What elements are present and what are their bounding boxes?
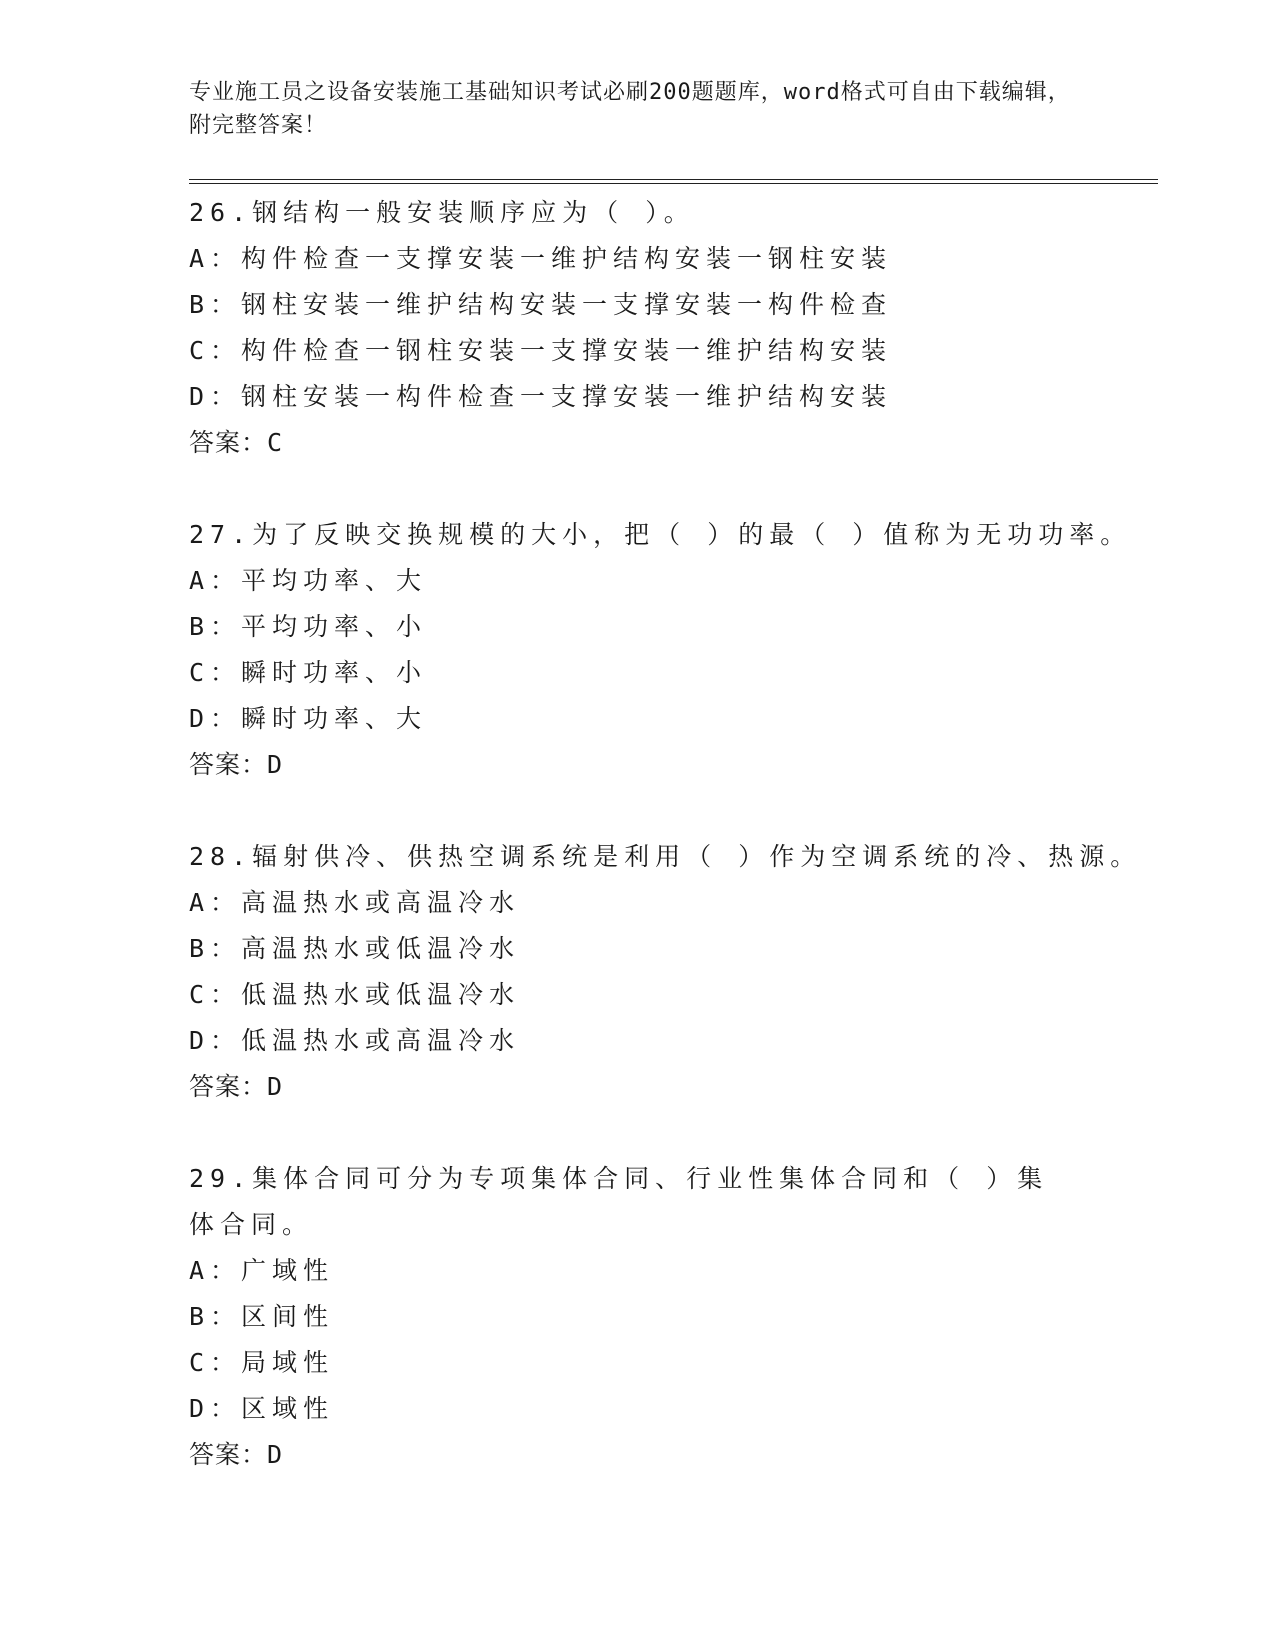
option-c: C：瞬时功率、小 xyxy=(189,658,428,687)
answer-text: 答案：C xyxy=(189,428,284,457)
question-27 xyxy=(189,512,1149,788)
question-26 xyxy=(189,190,1149,466)
question-list xyxy=(189,190,1149,1524)
question-stem: 29.集体合同可分为专项集体合同、行业性集体合同和（ ）集体合同。 xyxy=(189,1164,1049,1239)
option-a: A：高温热水或高温冷水 xyxy=(189,888,521,917)
option-d: D：低温热水或高温冷水 xyxy=(189,1026,521,1055)
option-a: A：广域性 xyxy=(189,1256,335,1285)
question-29 xyxy=(189,1156,1149,1478)
header-divider-bottom xyxy=(189,183,1158,184)
option-d: D：钢柱安装一构件检查一支撑安装一维护结构安装 xyxy=(189,382,893,411)
option-a: A：构件检查一支撑安装一维护结构安装一钢柱安装 xyxy=(189,244,893,273)
question-stem: 27.为了反映交换规模的大小，把（ ）的最（ ）值称为无功功率。 xyxy=(189,520,1132,549)
option-b: B：平均功率、小 xyxy=(189,612,428,641)
option-a: A：平均功率、大 xyxy=(189,566,428,595)
answer-text: 答案：D xyxy=(189,1072,284,1101)
question-28 xyxy=(189,834,1149,1110)
option-d: D：瞬时功率、大 xyxy=(189,704,428,733)
option-b: B：区间性 xyxy=(189,1302,335,1331)
option-d: D：区域性 xyxy=(189,1394,335,1423)
question-stem: 28.辐射供冷、供热空调系统是利用（ ）作为空调系统的冷、热源。 xyxy=(189,842,1142,871)
answer-text: 答案：D xyxy=(189,1440,284,1469)
option-b: B：钢柱安装一维护结构安装一支撑安装一构件检查 xyxy=(189,290,893,319)
option-c: C：低温热水或低温冷水 xyxy=(189,980,521,1009)
document-header: 专业施工员之设备安装施工基础知识考试必刷200题题库，word格式可自由下载编辑，附完整答案！ xyxy=(189,80,1071,138)
option-b: B：高温热水或低温冷水 xyxy=(189,934,521,963)
answer-text: 答案：D xyxy=(189,750,284,779)
question-stem: 26.钢结构一般安装顺序应为（ ）。 xyxy=(189,198,695,227)
option-c: C：局域性 xyxy=(189,1348,335,1377)
header-divider-top xyxy=(189,179,1158,180)
option-c: C：构件检查一钢柱安装一支撑安装一维护结构安装 xyxy=(189,336,893,365)
